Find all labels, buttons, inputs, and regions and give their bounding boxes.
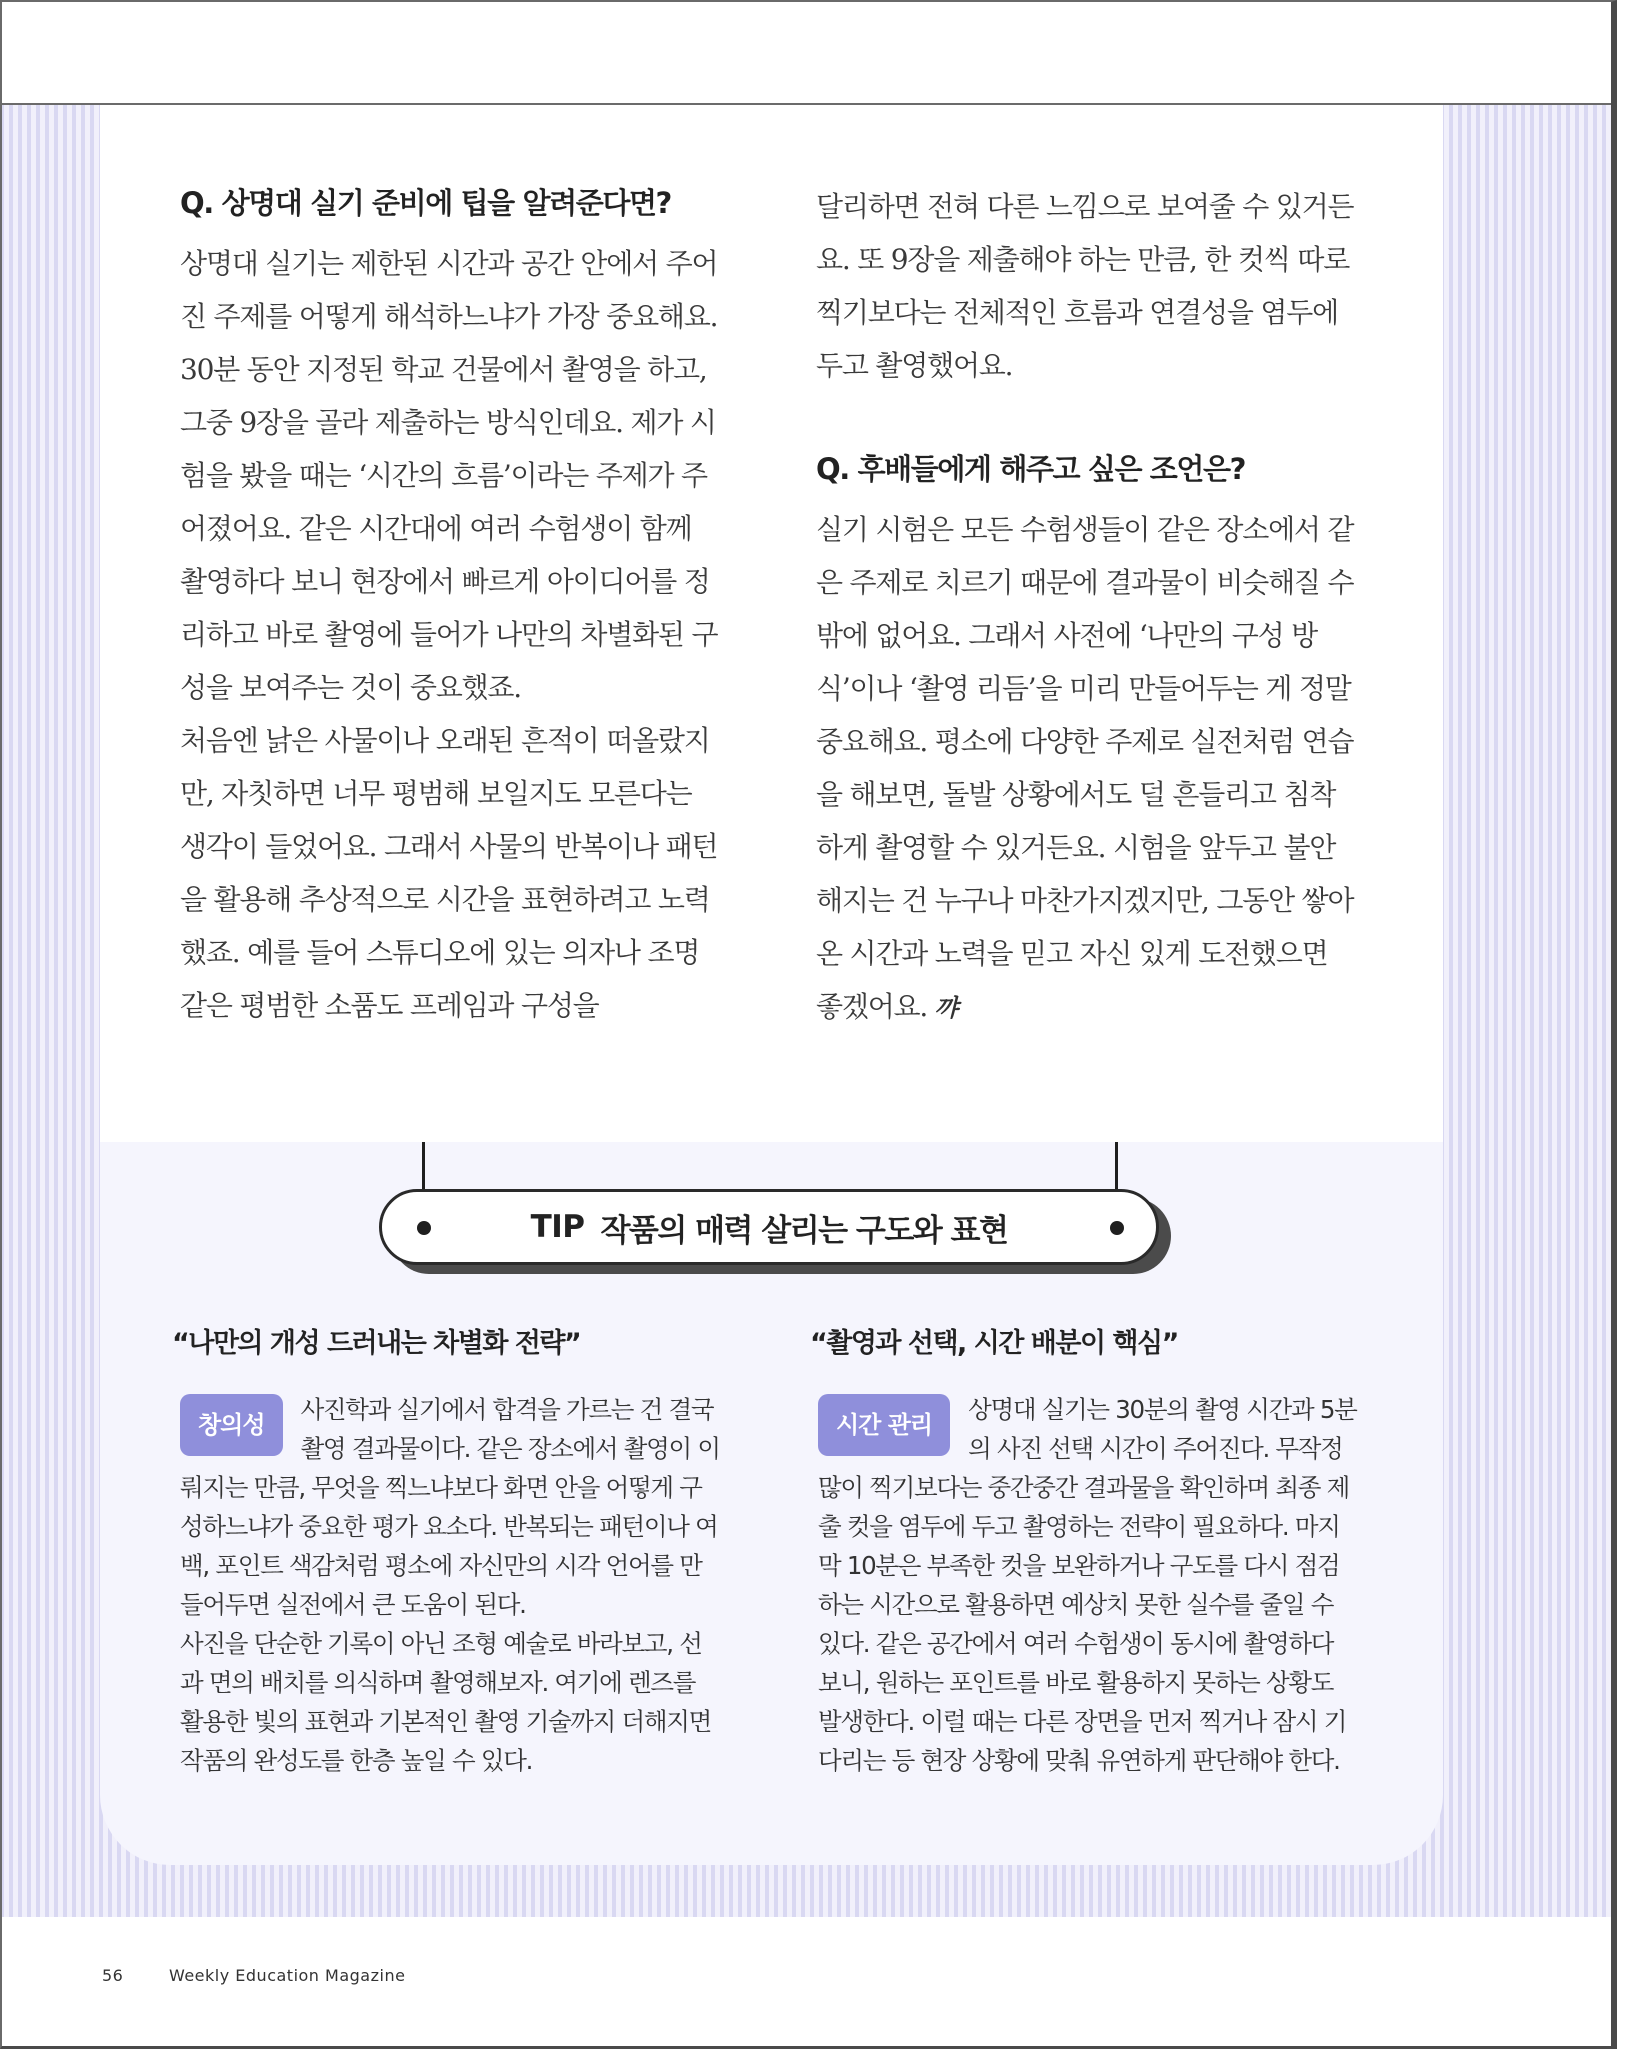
question-heading: Q. 후배들에게 해주고 싶은 조언은? xyxy=(816,452,1246,486)
answer-paragraph: 달리하면 전혀 다른 느낌으로 보여줄 수 있거든요. 또 9장을 제출해야 하는 만큼, 한 컷씩 따로 찍기보다는 전체적인 흐름과 연결성을 염두에 두고 촬영했어요. xyxy=(816,190,1354,382)
tip-sign xyxy=(379,1189,1159,1265)
page-number: 56 xyxy=(102,1966,124,1985)
tip-pin-dot xyxy=(417,1221,431,1235)
end-mark-icon: 꺄 xyxy=(934,993,957,1022)
article-right-column xyxy=(816,180,1361,1034)
top-divider xyxy=(0,103,1617,105)
time-management-badge: 시간 관리 xyxy=(818,1394,950,1456)
tip-right-section xyxy=(810,1326,1358,1780)
answer-paragraph: 처음엔 낡은 사물이나 오래된 흔적이 떠올랐지만, 자칫하면 너무 평범해 보일지도 모른다는 생각이 들었어요. 그래서 사물의 반복이나 패턴을 활용해 추상적으로 시간을 표현하려고 노력했죠. 예를 들어 스튜디오에 있는 의자나 조명 같은 평범한 소품도 프레임과 구성을 xyxy=(180,724,718,1022)
tip-section-heading: “나만의 개성 드러내는 차별화 전략” xyxy=(172,1328,581,1359)
article-left-column xyxy=(180,177,725,1032)
answer-paragraph xyxy=(816,503,1361,1034)
tip-paragraph: 사진학과 실기에서 합격을 가르는 건 결국 촬영 결과물이다. 같은 장소에서 촬영이 이뤄지는 만큼, 무엇을 찍느냐보다 화면 안을 어떻게 구성하느냐가 중요한 평가 요소다. 반복되는 패턴이나 여백, 포인트 색감처럼 평소에 자신만의 시각 언어를 만들어두면 실전에서 큰 도움이 된다. xyxy=(180,1395,720,1619)
tip-pin-dot xyxy=(1110,1221,1124,1235)
tip-label: TIP xyxy=(530,1209,585,1245)
page-footer xyxy=(102,1966,445,1985)
tip-left-section xyxy=(172,1326,720,1780)
answer-paragraph: 상명대 실기는 제한된 시간과 공간 안에서 주어진 주제를 어떻게 해석하느냐가 가장 중요해요. 30분 동안 지정된 학교 건물에서 촬영을 하고, 그중 9장을 골라 제출하는 방식인데요. 제가 시험을 봤을 때는 ‘시간의 흐름’이라는 주제가 주어졌어요. 같은 시간대에 여러 수험생이 함께 촬영하다 보니 현장에서 빠르게 아이디어를 정리하고 바로 촬영에 들어가 나만의 차별화된 구성을 보여주는 것이 중요했죠. xyxy=(180,247,718,704)
tip-section-heading: “촬영과 선택, 시간 배분이 핵심” xyxy=(810,1328,1178,1359)
tip-paragraph: 상명대 실기는 30분의 촬영 시간과 5분의 사진 선택 시간이 주어진다. 무작정 많이 찍기보다는 중간중간 결과물을 확인하며 최종 제출 컷을 염두에 두고 촬영하는 전략이 필요하다. 마지막 10분은 부족한 컷을 보완하거나 구도를 다시 점검하는 시간으로 활용하면 예상치 못한 실수를 줄일 수 있다. 같은 공간에서 여러 수험생이 동시에 촬영하다 보니, 원하는 포인트를 바로 활용하지 못하는 상황도 발생한다. 이럴 때는 다른 장면을 먼저 찍거나 잠시 기다리는 등 현장 상황에 맞춰 유연하게 판단해야 한다. xyxy=(818,1395,1357,1775)
answer-text: 실기 시험은 모든 수험생들이 같은 장소에서 같은 주제로 치르기 때문에 결과물이 비슷해질 수밖에 없어요. 그래서 사전에 ‘나만의 구성 방식’이나 ‘촬영 리듬’을 미리 만들어두는 게 정말 중요해요. 평소에 다양한 주제로 실전처럼 연습을 해보면, 돌발 상황에서도 덜 흔들리고 침착하게 촬영할 수 있거든요. 시험을 앞두고 불안해지는 건 누구나 마찬가지겠지만, 그동안 쌓아온 시간과 노력을 믿고 자신 있게 도전했으면 좋겠어요. xyxy=(816,513,1354,1023)
tip-title: 작품의 매력 살리는 구도와 표현 xyxy=(600,1212,1008,1249)
tip-paragraph: 사진을 단순한 기록이 아닌 조형 예술로 바라보고, 선과 면의 배치를 의식하며 촬영해보자. 여기에 렌즈를 활용한 빛의 표현과 기본적인 촬영 기술까지 더해지면 작품의 완성도를 한층 높일 수 있다. xyxy=(180,1629,711,1775)
question-heading: Q. 상명대 실기 준비에 팁을 알려준다면? xyxy=(180,186,671,220)
magazine-name: Weekly Education Magazine xyxy=(168,1966,406,1985)
creativity-badge: 창의성 xyxy=(180,1394,283,1456)
